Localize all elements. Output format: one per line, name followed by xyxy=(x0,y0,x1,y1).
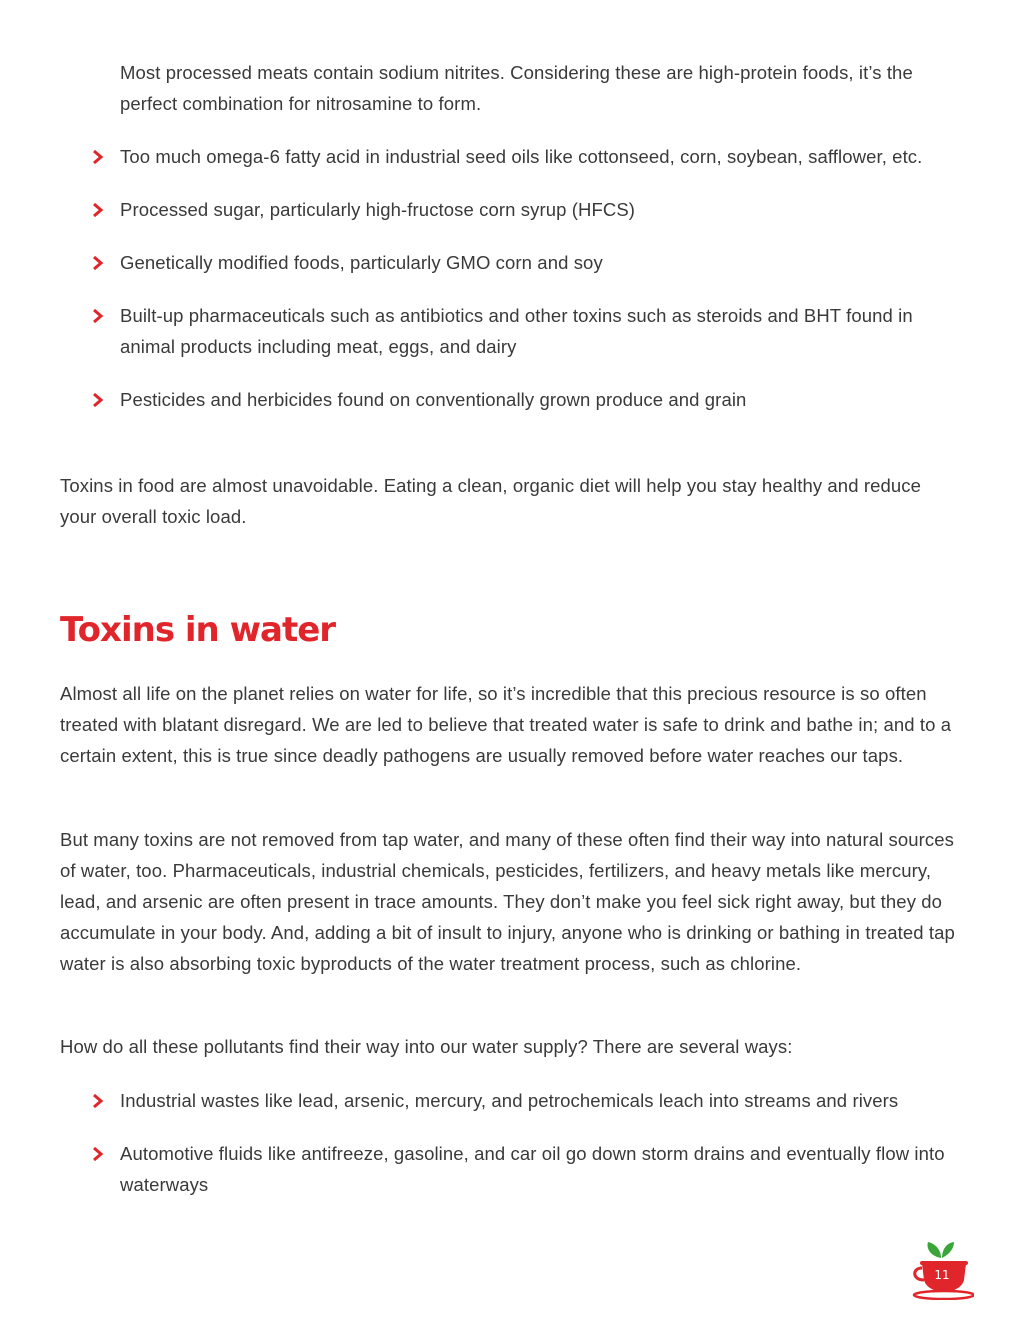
chevron-right-icon xyxy=(91,1094,105,1108)
chevron-right-icon xyxy=(91,256,105,270)
list-item xyxy=(0,194,970,225)
list-item xyxy=(0,247,970,278)
list-item-text: Too much omega-6 fatty acid in industrial seed oils like cottonseed, corn, soybean, safflower, etc. xyxy=(120,146,923,167)
chevron-right-icon xyxy=(91,309,105,323)
section-heading: Toxins in water xyxy=(60,610,336,650)
chevron-right-icon xyxy=(91,203,105,217)
list-item-text: Genetically modified foods, particularly GMO corn and soy xyxy=(120,252,603,273)
list-item xyxy=(0,300,970,362)
page-number: 11 xyxy=(934,1268,950,1282)
chevron-right-icon xyxy=(91,393,105,407)
list-item xyxy=(0,384,970,415)
food-toxin-list xyxy=(0,141,1024,415)
list-item-text: Processed sugar, particularly high-fructose corn syrup (HFCS) xyxy=(120,199,636,220)
water-pollution-list xyxy=(0,1085,1024,1200)
list-item-text: Built-up pharmaceuticals such as antibiotics and other toxins such as steroids and BHT found in animal products including meat, eggs, and dairy xyxy=(120,305,913,357)
list-item-text: Industrial wastes like lead, arsenic, mercury, and petrochemicals leach into streams and rivers xyxy=(120,1090,899,1111)
body-paragraph: Almost all life on the planet relies on water for life, so it’s incredible that this precious resource is so often treated with blatant disregard. We are led to believe that treated water is safe to drink and bathe in; and to a certain extent, this is true since deadly pathogens are usually removed before water reaches our taps. xyxy=(60,683,952,766)
chevron-right-icon xyxy=(91,1147,105,1161)
list-item-text: Pesticides and herbicides found on conventionally grown produce and grain xyxy=(120,389,747,410)
body-paragraph: How do all these pollutants find their way into our water supply? There are several ways: xyxy=(60,1036,793,1057)
food-summary-paragraph: Toxins in food are almost unavoidable. Eating a clean, organic diet will help you stay healthy and reduce your overall toxic load. xyxy=(60,475,921,527)
continuation-paragraph: Most processed meats contain sodium nitrites. Considering these are high-protein foods, it’s the perfect combination for nitrosamine to form. xyxy=(120,62,913,114)
list-item xyxy=(0,1085,970,1116)
list-item xyxy=(0,1138,970,1200)
chevron-right-icon xyxy=(91,150,105,164)
body-paragraph: But many toxins are not removed from tap water, and many of these often find their way into natural sources of water, too. Pharmaceuticals, industrial chemicals, pesticides, fertilizers, and heavy metals like mercury, lead, and arsenic are often present in trace amounts. They don’t make you feel sick right away, but they do accumulate in your body. And, adding a bit of insult to injury, anyone who is drinking or bathing in treated tap water is also absorbing toxic byproducts of the water treatment process, such as chlorine. xyxy=(60,829,955,974)
list-item xyxy=(0,141,970,172)
list-item-text: Automotive fluids like antifreeze, gasoline, and car oil go down storm drains and eventually flow into waterways xyxy=(120,1143,945,1195)
